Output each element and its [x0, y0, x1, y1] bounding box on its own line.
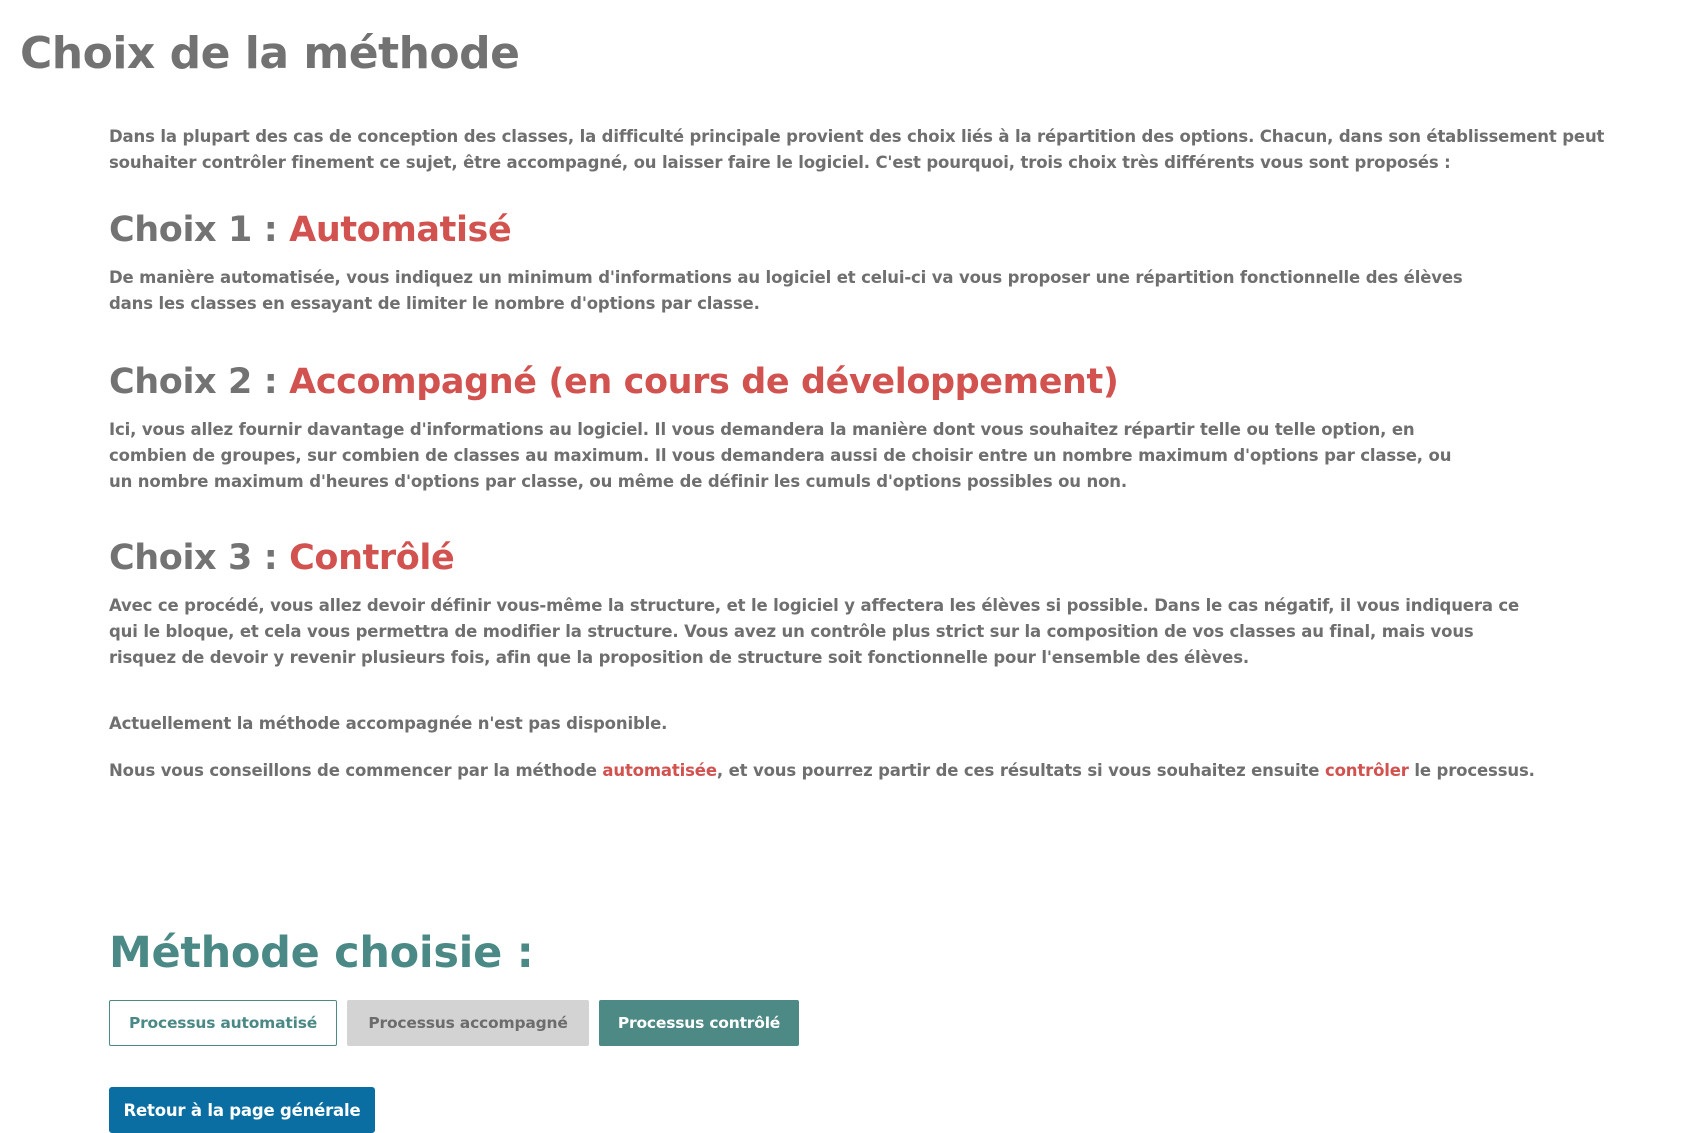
processus-controle-button[interactable]: Processus contrôlé: [599, 1000, 799, 1046]
advice-link-automatisee: automatisée: [602, 761, 717, 780]
method-heading: Méthode choisie :: [109, 928, 534, 978]
choice-3-name: Contrôlé: [289, 538, 455, 578]
choice-1-name: Automatisé: [289, 210, 512, 250]
availability-notice: Actuellement la méthode accompagnée n'est pas disponible.: [109, 714, 668, 733]
choice-1-description: De manière automatisée, vous indiquez un minimum d'informations au logiciel et celui-ci va vous proposer une répartition fonctionnelle des élèves dans les classes en essayant de limiter le nombre d'options par classe.: [109, 268, 1463, 313]
choice-2-description: Ici, vous allez fournir davantage d'informations au logiciel. Il vous demandera la manière dont vous souhaitez répartir telle ou telle option, en combien de groupes, sur combien de classes au maximum. Il vous demandera aussi de choisir entre un nombre maximum d'options par classe, ou un nombre maximum d'heures d'options par classe, ou même de définir les cumuls d'options possibles ou non.: [109, 420, 1452, 491]
intro-text: Dans la plupart des cas de conception des classes, la difficulté principale provient des choix liés à la répartition des options. Chacun, dans son établissement peut souhaiter contrôler finement ce sujet, être accompagné, ou laisser faire le logiciel. C'est pourquoi, trois choix très différents vous sont proposés :: [109, 127, 1605, 172]
processus-automatise-button[interactable]: Processus automatisé: [109, 1000, 337, 1046]
page-title: Choix de la méthode: [20, 28, 520, 79]
choice-1-prefix: Choix 1 :: [109, 210, 278, 250]
choice-3-heading: [109, 536, 454, 580]
choice-2-heading: [109, 360, 1119, 404]
choice-1-heading: [109, 208, 511, 252]
advice-part-3: le processus.: [1408, 761, 1535, 780]
choice-3-prefix: Choix 3 :: [109, 538, 278, 578]
back-to-general-button[interactable]: Retour à la page générale: [109, 1087, 375, 1133]
choice-2-prefix: Choix 2 :: [109, 362, 278, 402]
advice-part-1: Nous vous conseillons de commencer par la méthode: [109, 761, 603, 780]
choice-2-name: Accompagné (en cours de développement): [289, 362, 1119, 402]
advice-part-2: , et vous pourrez partir de ces résultats si vous souhaitez ensuite: [716, 761, 1325, 780]
advice-text: [109, 758, 1609, 784]
advice-link-controler: contrôler: [1324, 761, 1409, 780]
choice-3-description: Avec ce procédé, vous allez devoir définir vous-même la structure, et le logiciel y affectera les élèves si possible. Dans le cas négatif, il vous indiquera ce qui le bloque, et cela vous permettra de modifier la structure. Vous avez un contrôle plus strict sur la composition de vos classes au final, mais vous risquez de devoir y revenir plusieurs fois, afin que la proposition de structure soit fonctionnelle pour l'ensemble des élèves.: [109, 596, 1520, 667]
processus-accompagne-button[interactable]: Processus accompagné: [347, 1000, 589, 1046]
